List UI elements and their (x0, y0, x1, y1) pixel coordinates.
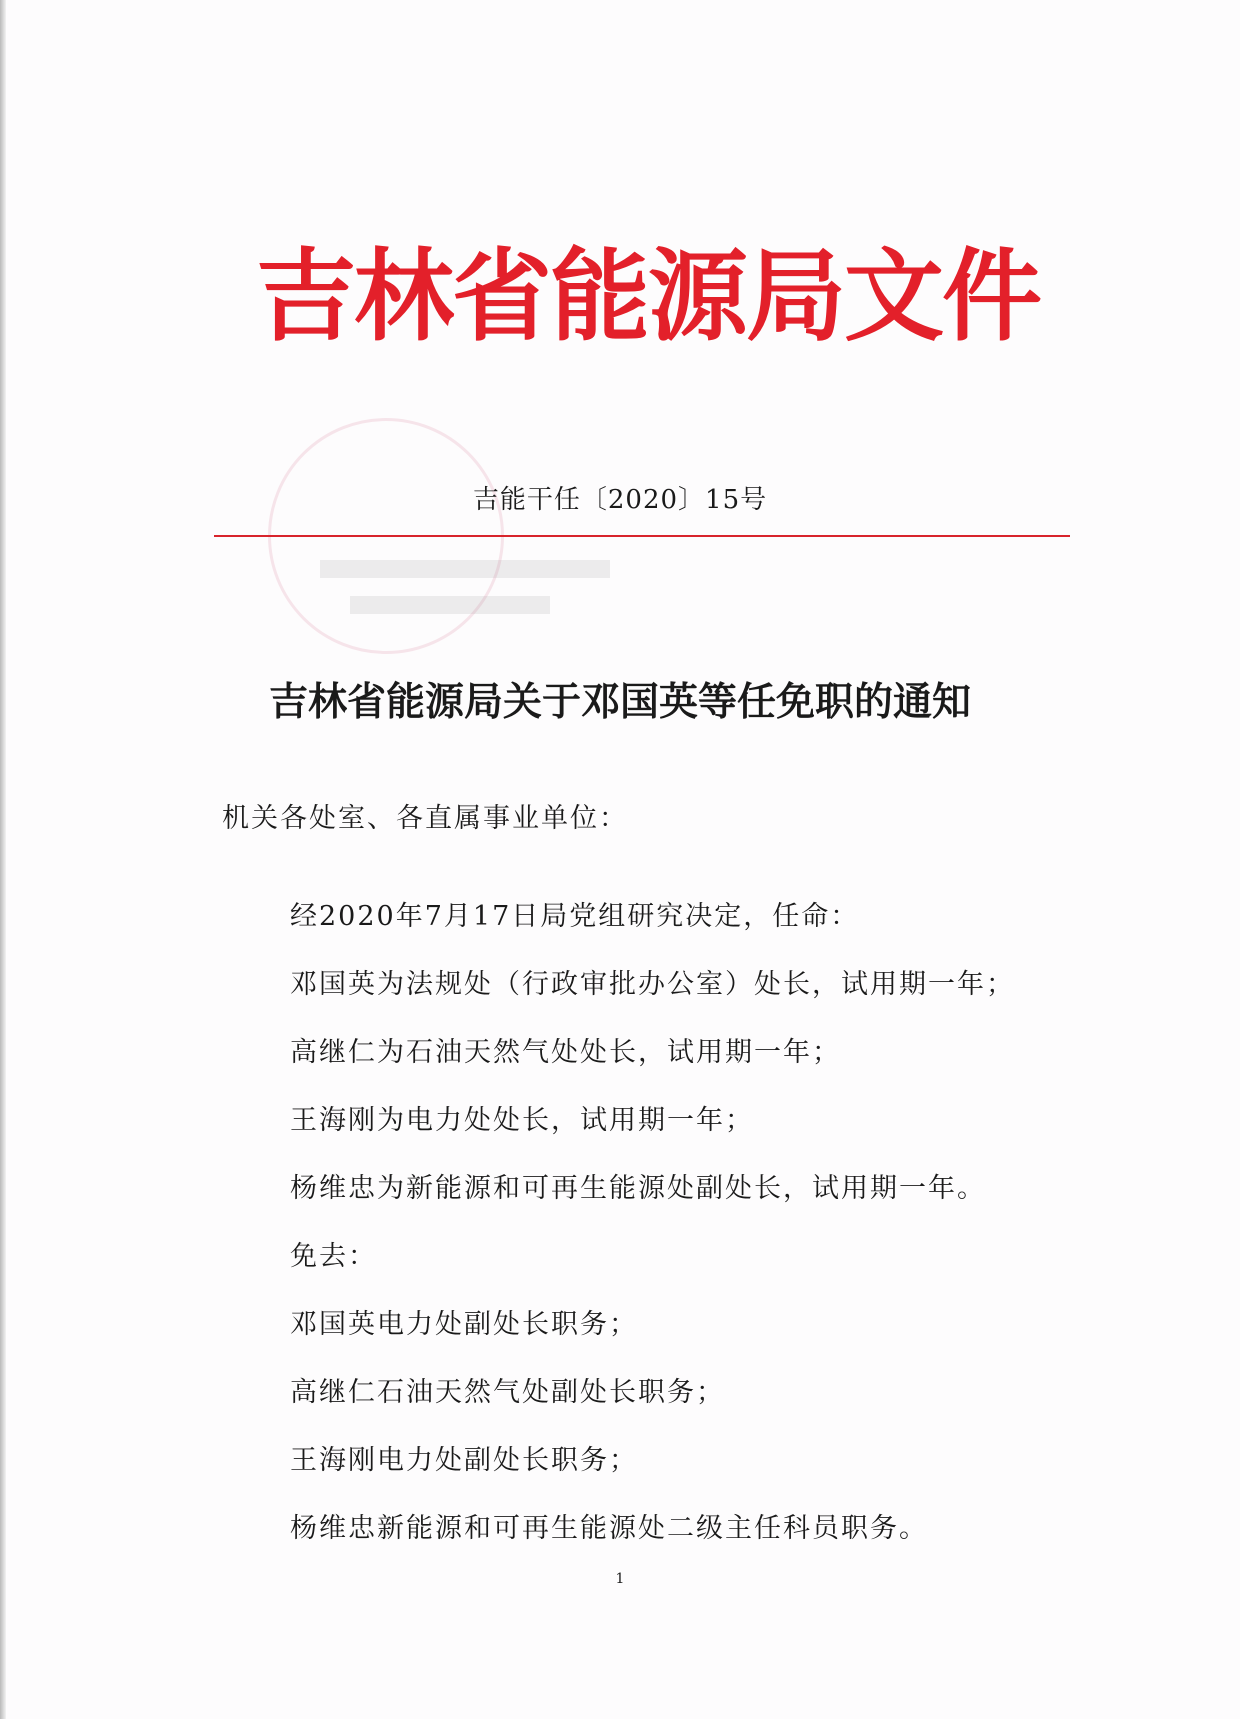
issuing-authority-header: 吉林省能源局文件 (256, 238, 1040, 355)
body-line: 经2020年7月17日局党组研究决定，任命： (290, 901, 860, 932)
notice-body (290, 898, 1015, 1578)
red-separator-rule (214, 535, 1070, 537)
body-line: 杨维忠为新能源和可再生能源处副处长，试用期一年。 (290, 1173, 986, 1204)
body-line: 王海刚为电力处处长，试用期一年； (290, 1105, 754, 1136)
page-number: 1 (615, 1571, 625, 1587)
body-line: 王海刚电力处副处长职务； (290, 1445, 638, 1476)
body-line: 免去： (290, 1241, 377, 1272)
scan-edge (0, 0, 6, 1719)
body-line: 邓国英电力处副处长职务； (290, 1309, 638, 1340)
reverse-side-show-through (320, 552, 610, 622)
notice-title: 吉林省能源局关于邓国英等任免职的通知 (268, 679, 971, 725)
body-line: 高继仁为石油天然气处处长，试用期一年； (290, 1037, 841, 1068)
body-line: 邓国英为法规处（行政审批办公室）处长，试用期一年； (290, 969, 1015, 1000)
body-line: 高继仁石油天然气处副处长职务； (290, 1377, 725, 1408)
body-line: 杨维忠新能源和可再生能源处二级主任科员职务。 (290, 1513, 928, 1544)
addressee-line: 机关各处室、各直属事业单位： (222, 803, 628, 834)
document-number: 吉能干任〔2020〕15号 (472, 485, 768, 515)
